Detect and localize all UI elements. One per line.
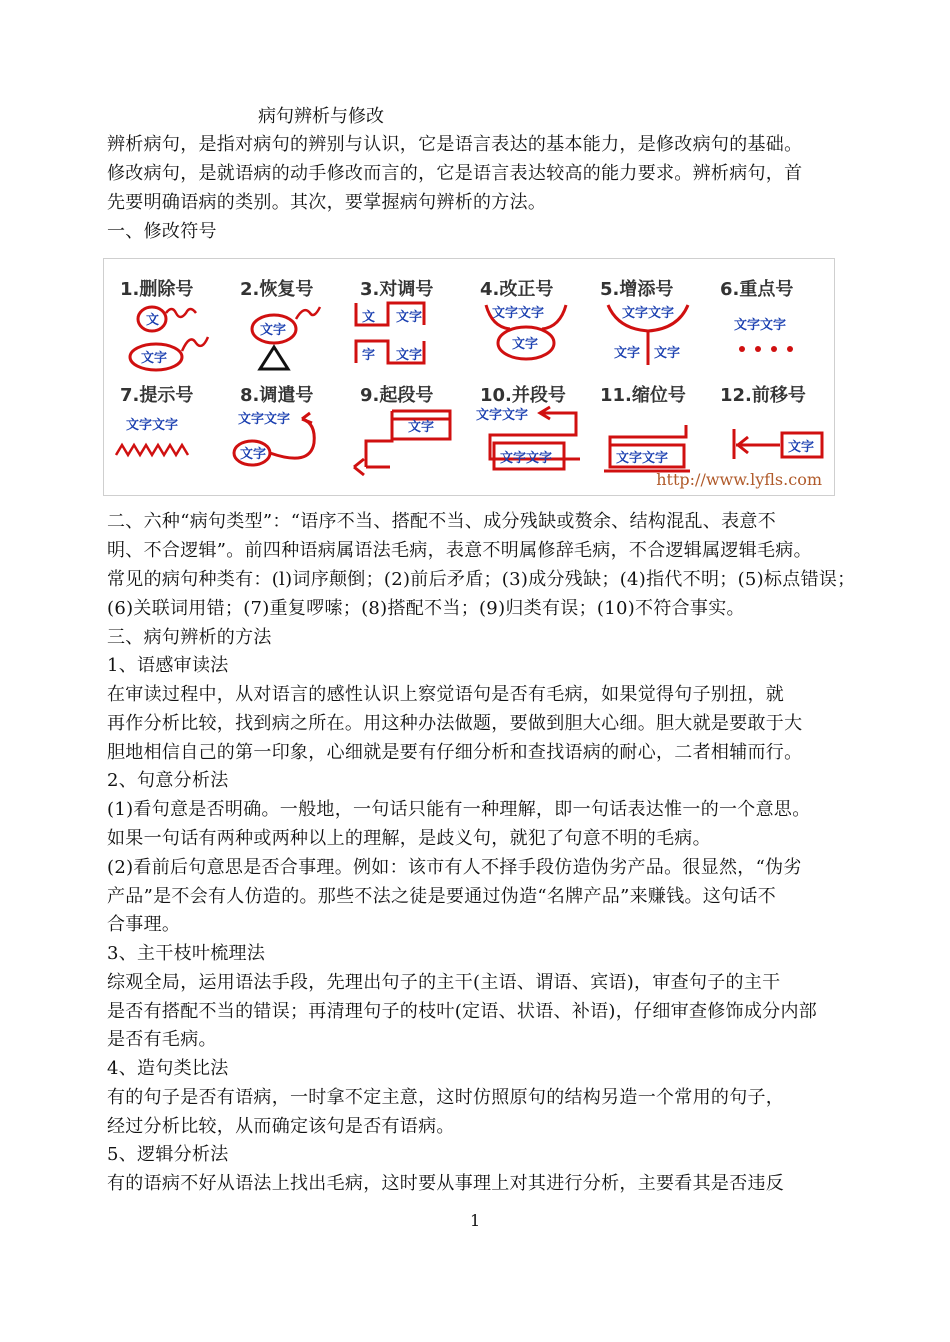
symbol-label: 10.并段号: [480, 385, 566, 406]
svg-text:文: 文: [146, 313, 160, 328]
svg-text:文字文字: 文字文字: [616, 451, 669, 466]
symbol-label: 6.重点号: [720, 279, 794, 300]
swap-mark-icon: [350, 299, 470, 377]
body-line: 是否有搭配不当的错误；再清理句子的枝叶(定语、状语、补语)，仔细审查修饰成分内部: [107, 1001, 818, 1022]
intro-line: 辨析病句，是指对病句的辨别与认识，它是语言表达的基本能力，是修改病句的基础。: [107, 134, 803, 155]
svg-text:文字: 文字: [654, 346, 681, 361]
body-line: 合事理。: [107, 914, 181, 935]
svg-text:文字: 文字: [260, 323, 287, 338]
svg-text:文字文字: 文字文字: [126, 418, 179, 433]
body-line: 经过分析比较，从而确定该句是否有语病。: [107, 1116, 455, 1137]
restore-mark-cell: [230, 265, 350, 377]
merge-paragraph-mark-icon: [470, 405, 590, 483]
symbol-label: 9.起段号: [360, 385, 434, 406]
intro-line: 先要明确语病的类别。其次，要掌握病句辨析的方法。: [107, 192, 547, 213]
insert-mark-cell: [590, 265, 710, 377]
body-line: 再作分析比较，找到病之所在。用这种办法做题，要做到胆大心细。胆大就是要敢于大: [107, 713, 803, 734]
svg-text:字: 字: [362, 348, 376, 363]
restore-mark-icon: [230, 299, 350, 377]
svg-text:文字: 文字: [512, 337, 539, 352]
body-line: (1)看句意是否明确。一般地，一句话只能有一种理解，即一句话表达惟一的一个意思。: [107, 799, 811, 820]
symbol-label: 7.提示号: [120, 385, 194, 406]
svg-text:文字文字: 文字文字: [622, 306, 675, 321]
document-title: 病句辨析与修改: [258, 106, 384, 127]
svg-text:文字: 文字: [788, 440, 815, 455]
symbol-label: 12.前移号: [720, 385, 806, 406]
emphasis-mark-cell: [710, 265, 830, 377]
method-heading: 3、主干枝叶梳理法: [107, 943, 266, 964]
body-line: 如果一句话有两种或两种以上的理解，是歧义句，就犯了句意不明的毛病。: [107, 828, 711, 849]
indent-mark-cell: [590, 371, 710, 483]
merge-paragraph-mark-cell: [470, 371, 590, 483]
outdent-mark-cell: [710, 371, 830, 483]
correct-mark-cell: [470, 265, 590, 377]
body-line: 常见的病句种类有：(l)词序颠倒；(2)前后矛盾；(3)成分残缺；(4)指代不明；(5)标点错误；: [107, 569, 856, 590]
body-line: (2)看前后句意思是否合事理。例如：该市有人不择手段仿造伪劣产品。很显然，“伪劣: [107, 857, 802, 878]
body-line: 有的句子是否有语病，一时拿不定主意，这时仿照原句的结构另造一个常用的句子，: [107, 1087, 785, 1108]
method-heading: 4、造句类比法: [107, 1058, 229, 1079]
body-line: 是否有毛病。: [107, 1029, 217, 1050]
method-heading: 2、句意分析法: [107, 770, 229, 791]
symbol-label: 11.缩位号: [600, 385, 686, 406]
method-heading: 5、逻辑分析法: [107, 1144, 229, 1165]
symbol-label: 4.改正号: [480, 279, 554, 300]
svg-text:文字文字: 文字文字: [238, 412, 291, 427]
move-mark-icon: [230, 405, 350, 483]
body-line: 产品”是不会有人仿造的。那些不法之徒是要通过伪造“名牌产品”来赚钱。这句话不: [107, 886, 777, 907]
svg-text:文字文字: 文字文字: [500, 451, 553, 466]
body-line: 在审读过程中，从对语言的感性认识上察觉语句是否有毛病，如果觉得句子别扭，就: [107, 684, 785, 705]
svg-text:文: 文: [362, 310, 376, 325]
body-line: 有的语病不好从语法上找出毛病，这时要从事理上对其进行分析，主要看其是否违反: [107, 1173, 785, 1194]
delete-mark-icon: [110, 299, 230, 377]
emphasis-mark-icon: [710, 299, 830, 377]
svg-text:文字: 文字: [396, 348, 423, 363]
svg-text:文字: 文字: [614, 346, 641, 361]
swap-mark-cell: [350, 265, 470, 377]
delete-mark-cell: [110, 265, 230, 377]
svg-text:文字: 文字: [396, 310, 423, 325]
section-heading: 三、病句辨析的方法: [107, 627, 272, 648]
new-paragraph-mark-cell: [350, 371, 470, 483]
intro-line: 修改病句，是就语病的动手修改而言的，它是语言表达较高的能力要求。辨析病句，首: [107, 163, 803, 184]
symbol-label: 3.对调号: [360, 279, 434, 300]
hint-mark-cell: [110, 371, 230, 483]
symbol-label: 2.恢复号: [240, 279, 314, 300]
svg-text:文字: 文字: [141, 351, 168, 366]
move-mark-cell: [230, 371, 350, 483]
symbol-label: 5.增添号: [600, 279, 674, 300]
hint-mark-icon: [110, 405, 230, 483]
svg-text:文字文字: 文字文字: [734, 318, 787, 333]
svg-text:文字: 文字: [240, 447, 267, 462]
svg-text:文字: 文字: [408, 420, 435, 435]
method-heading: 1、语感审读法: [107, 655, 229, 676]
body-line: 二、六种“病句类型”：“语序不当、搭配不当、成分残缺或赘余、结构混乱、表意不: [107, 511, 777, 532]
page-number: 1: [470, 1211, 481, 1230]
svg-text:文字文字: 文字文字: [492, 306, 545, 321]
body-line: (6)关联词用错；(7)重复啰嗦；(8)搭配不当；(9)归类有误；(10)不符合事实。: [107, 598, 745, 619]
symbol-label: 1.删除号: [120, 279, 194, 300]
section-heading: 一、修改符号: [107, 221, 217, 242]
watermark-url: http://www.lyfls.com: [656, 470, 822, 489]
body-line: 明、不合逻辑”。前四种语病属语法毛病，表意不明属修辞毛病，不合逻辑属逻辑毛病。: [107, 540, 812, 561]
symbol-label: 8.调遣号: [240, 385, 314, 406]
body-line: 胆地相信自己的第一印象，心细就是要有仔细分析和查找语病的耐心，二者相辅而行。: [107, 742, 803, 763]
svg-text:文字文字: 文字文字: [476, 408, 529, 423]
insert-mark-icon: [590, 299, 710, 377]
correct-mark-icon: [470, 299, 590, 377]
new-paragraph-mark-icon: [350, 405, 470, 483]
body-line: 综观全局，运用语法手段，先理出句子的主干(主语、谓语、宾语)，审查句子的主干: [107, 972, 781, 993]
correction-marks-figure: [103, 258, 835, 496]
